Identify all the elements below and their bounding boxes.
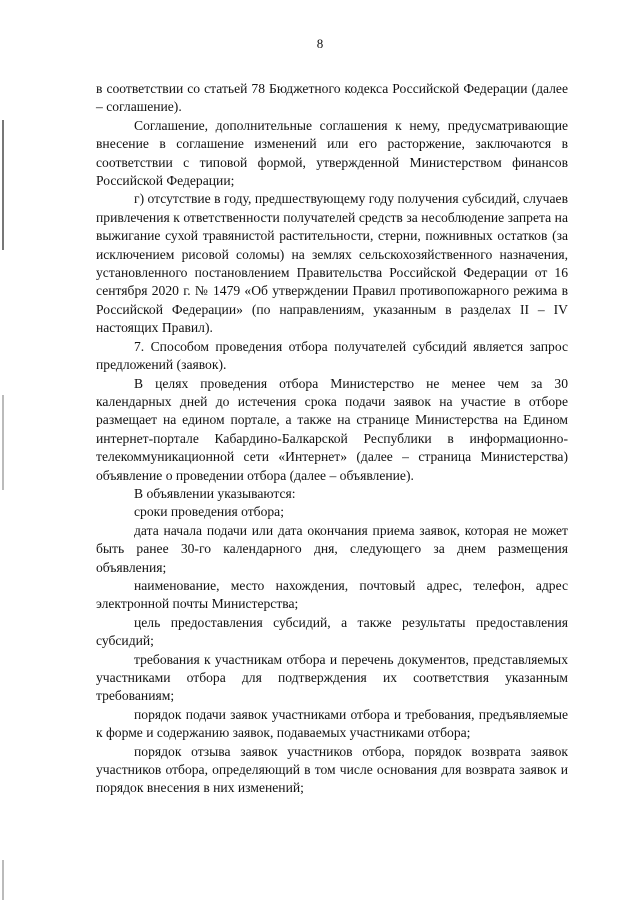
paragraph: В объявлении указываются: [134,485,296,501]
paragraph: дата начала подачи или дата окончания приема заявок, которая не может быть ранее 30-го календарного дня, следующего за днем размещения объявления; [96,522,568,575]
paragraph: порядок подачи заявок участниками отбора и требования, предъявляемые к форме и содержанию заявок, подаваемых участниками отбора; [96,706,568,741]
paragraph: цель предоставления субсидий, а также результаты предоставления субсидий; [96,614,568,649]
paragraph: В целях проведения отбора Министерство не менее чем за 30 календарных дней до истечения срока подачи заявок на участие в отборе размещает на едином портале, а также на странице Министерства на Едином интернет-портале Кабардино-Балкарской Республики в информационно-телекоммуникационной сети «Интернет» (далее – страница Министерства) объявление о проведении отбора (далее – объявление). [96,375,568,483]
scan-edge-mark [2,120,4,250]
paragraph: в соответствии со статьей 78 Бюджетного кодекса Российской Федерации (далее – соглашение). [96,81,568,115]
scan-edge-mark [2,395,4,490]
paragraph: Соглашение, дополнительные соглашения к нему, предусматривающие внесение в соглашение изменений или его расторжение, заключаются в соответствии с типовой формой, утвержденной Министерством финансов Российской Федерации; [96,117,568,189]
paragraph: сроки проведения отбора; [134,504,284,520]
page-number: 8 [316,36,324,51]
document-body [96,80,568,798]
paragraph: г) отсутствие в году, предшествующему году получения субсидий, случаев привлечения к ответственности получателей средств за несоблюдение запрета на выжигание сухой травянистой растительности, стерни, пожнивных остатков (за исключением рисовой соломы) на землях сельскохозяйственного назначения, установленного постановлением Правительства Российской Федерации от 16 сентября 2020 г. № 1479 «Об утверждении Правил противопожарного режима в Российской Федерации» (по направлениям, указанным в разделах II – IV настоящих Правил). [96,191,568,336]
paragraph: 7. Способом проведения отбора получателей субсидий является запрос предложений (заявок). [96,338,568,373]
scan-edge-mark [2,860,4,900]
paragraph: требования к участникам отбора и перечень документов, представляемых участниками отбора для подтверждения их соответствия указанным требованиям; [96,651,568,704]
paragraph: наименование, место нахождения, почтовый адрес, телефон, адрес электронной почты Министерства; [96,577,568,612]
paragraph: порядок отзыва заявок участников отбора, порядок возврата заявок участников отбора, определяющий в том числе основания для возврата заявок и порядок внесения в них изменений; [96,743,568,796]
